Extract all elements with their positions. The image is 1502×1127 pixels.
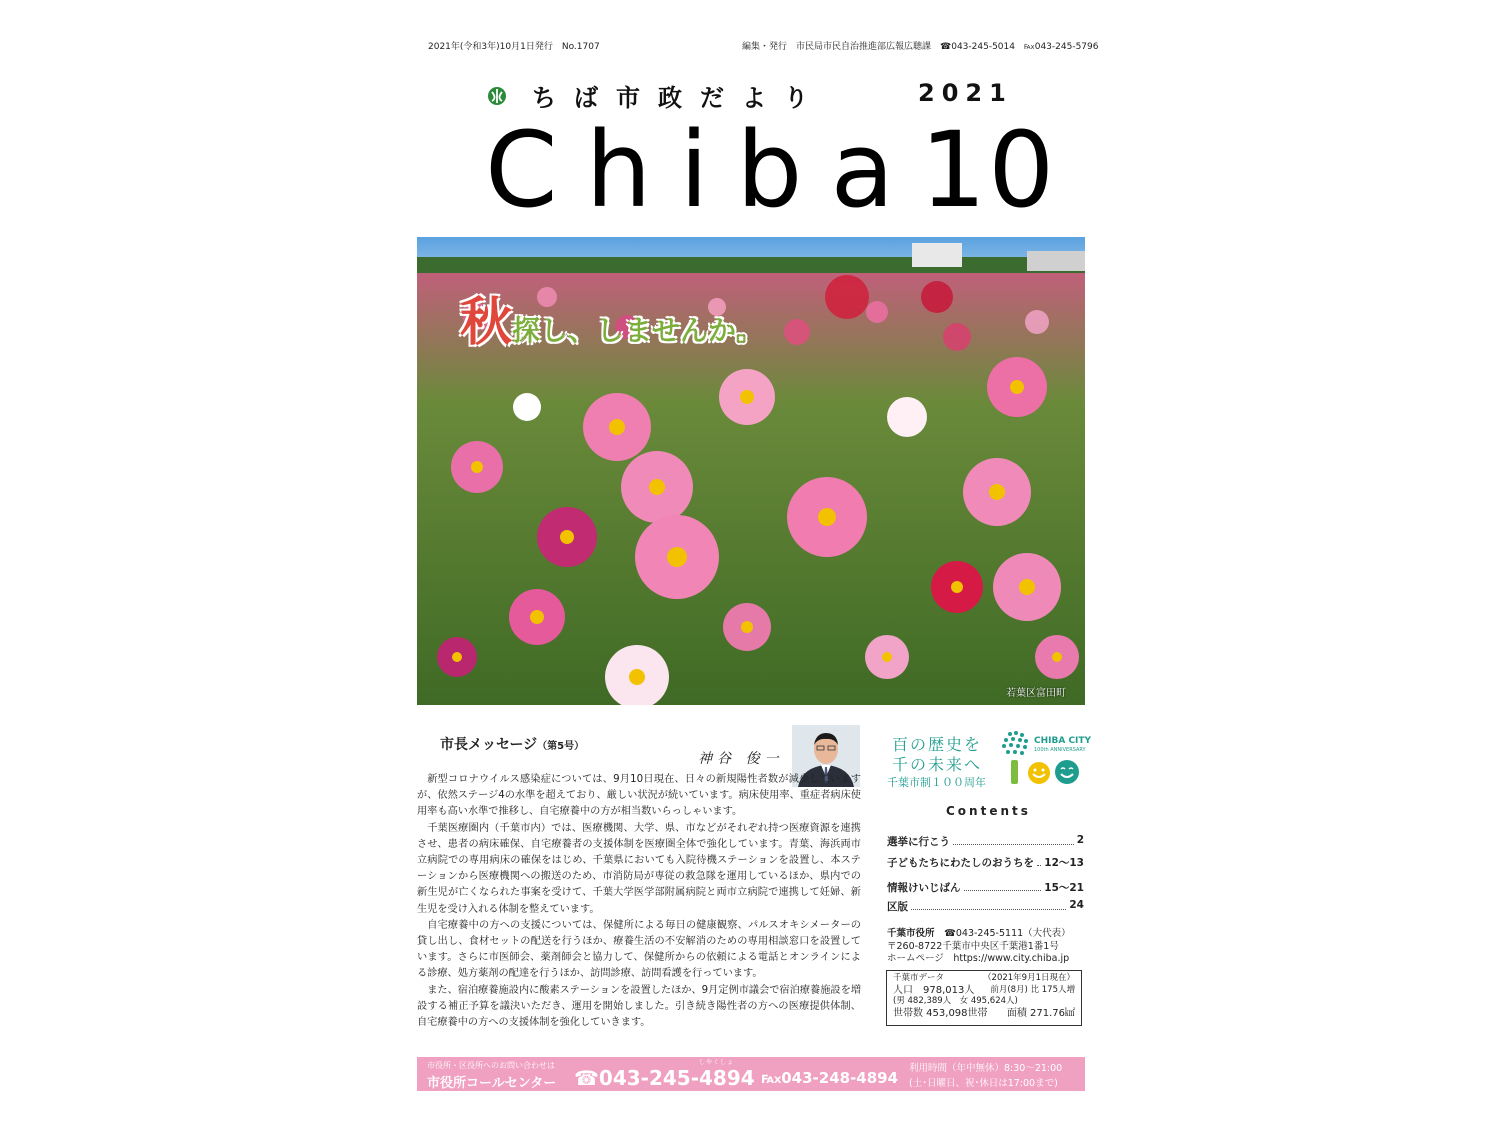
toc-item[interactable] (887, 834, 1084, 849)
toc-leader (964, 880, 1042, 891)
toc-page: 12〜13 (1044, 857, 1084, 869)
anniversary-caption: 千葉市制１００周年 (887, 776, 986, 789)
mayor-message-issue: （第5号） (537, 741, 585, 752)
city-hall-tel: ☎043-245-5111（大代表） (944, 928, 1071, 939)
toc-label: 選挙に行こう (887, 836, 950, 848)
mayor-message-title (440, 734, 584, 754)
logo-city-name: CHIBA CITY (1034, 736, 1092, 746)
toc-label: 情報けいじばん (887, 882, 961, 894)
toc-label: 区版 (887, 901, 908, 913)
toc-page: 15〜21 (1044, 882, 1084, 894)
contents-heading: Contents (946, 804, 1031, 818)
call-center-banner (417, 1057, 1085, 1091)
call-center-name: 市役所コールセンター (427, 1076, 557, 1091)
stats-date: （2021年9月1日現在） (983, 973, 1075, 983)
toc-item[interactable] (887, 855, 1084, 870)
call-center-tel[interactable]: ☎043-245-4894 (574, 1066, 755, 1090)
toc-label: 子どもたちにわたしのおうちを (887, 857, 1034, 869)
stats-households: 世帯数 453,098世帯 (893, 1007, 988, 1019)
mayor-message-heading: 市長メッセージ (440, 737, 538, 753)
stats-change: 前月(8月) 比 175人増 (990, 984, 1075, 995)
city-hall-address: 〒260-8722千葉市中央区千葉港1番1号 (887, 940, 1059, 952)
masthead-japanese: ちば市政だより (532, 84, 826, 112)
stats-breakdown: (男 482,389人 女 495,624人) (893, 996, 1018, 1006)
message-paragraph: また、宿泊療養施設内に酸素ステーションを設置したほか、9月定例市議会で宿泊療養施設を増設する補正予算を議決いただき、運用を開始しました。引き続き陽性者の方への医療提供体制、自宅療養中の方への支援体制を強化していきます。 (417, 984, 861, 1029)
mayor-message-body (417, 772, 861, 1031)
publisher-info: 編集・発行 市民局市民自治推進部広報広聴課 ☎043-245-5014 ℻043-245-5796 (742, 42, 1099, 52)
homepage-link[interactable]: https://www.city.chiba.jp (953, 953, 1070, 964)
toc-leader (911, 899, 1066, 910)
masthead-title: Chiba (485, 109, 923, 231)
call-center-hours-note: (土･日曜日、祝･休日は17:00まで) (909, 1078, 1058, 1089)
city-emblem-icon (487, 86, 507, 106)
headline-text: 探し、しませんか。 (512, 314, 765, 347)
toc-item[interactable] (887, 899, 1084, 914)
cover-headline (460, 280, 764, 355)
city-hall-info (887, 928, 1071, 966)
masthead-year: 2021 (918, 79, 1013, 107)
city-hall-name: 千葉市役所 (887, 928, 935, 939)
banner-intro: 市役所・区役所へのお問い合わせは (427, 1061, 555, 1070)
mayor-signature: 神谷 俊一 (698, 751, 784, 767)
issue-date: 2021年(令和3年)10月1日発行 No.1707 (428, 42, 600, 52)
city-statistics-box (886, 970, 1082, 1026)
banner-ruby: しやくしょ (699, 1059, 735, 1066)
toc-leader (953, 834, 1074, 845)
message-paragraph: 千葉医療圏内（千葉市内）では、医療機関、大学、県、市などがそれぞれ持つ医療資源を連携させ、患者の病床確保、自宅療養者の支援体制を医療圏全体で強化しています。青葉、海浜両市立病院での専用病床の確保をはじめ、千葉県においても入院待機ステーションを設置し、本ステーションから医療機関への搬送のため、市消防局が専従の救急隊を運用しているほか、県内での新生児が亡くなられた事案を受けて、千葉大学医学部附属病院と両市立病院で連携して妊婦、新生児を受け入れる体制を整えています。 (417, 822, 861, 915)
photo-caption: 若葉区富田町 (1006, 688, 1066, 699)
call-center-hours: 利用時間（年中無休）8:30〜21:00 (909, 1063, 1063, 1074)
toc-leader (1037, 855, 1041, 866)
stats-area: 面積 271.76㎢ (1006, 1007, 1075, 1019)
masthead-month: 10 (920, 109, 1057, 231)
logo-anniversary: 100th ANNIVERSARY (1034, 747, 1086, 753)
headline-autumn: 秋 (460, 293, 513, 353)
stats-population: 人口 978,013人 (893, 984, 975, 996)
message-paragraph: 自宅療養中の方への支援については、保健所による毎日の健康観察、パルスオキシメーターの貸し出し、食材セットの配送を行うほか、療養生活の不安解消のための専用相談窓口を設置しています。さらに市医師会、薬剤師会と協力して、保健所からの依頼による電話とオンラインによる診療、処方薬剤の配達を行うほか、訪問診療、訪問看護を行っています。 (417, 919, 861, 980)
call-center-fax: ℻043-248-4894 (761, 1069, 899, 1087)
toc-page: 2 (1076, 834, 1084, 846)
anniversary-slogan-2: 千の未来へ (892, 755, 983, 774)
homepage-label: ホームページ (887, 953, 944, 964)
stats-title: 千葉市データ (893, 973, 945, 983)
anniversary-slogan-1: 百の歴史を (892, 735, 983, 754)
toc-page: 24 (1069, 899, 1084, 911)
toc-item[interactable] (887, 880, 1084, 895)
message-paragraph: 新型コロナウイルス感染症については、9月10日現在、日々の新規陽性者数が減少していますが、依然ステージ4の水準を超えており、厳しい状況が続いています。病床使用率、重症者病床使用率も高い水準で推移し、自宅療養中の方が相当数いらっしゃいます。 (417, 774, 861, 818)
